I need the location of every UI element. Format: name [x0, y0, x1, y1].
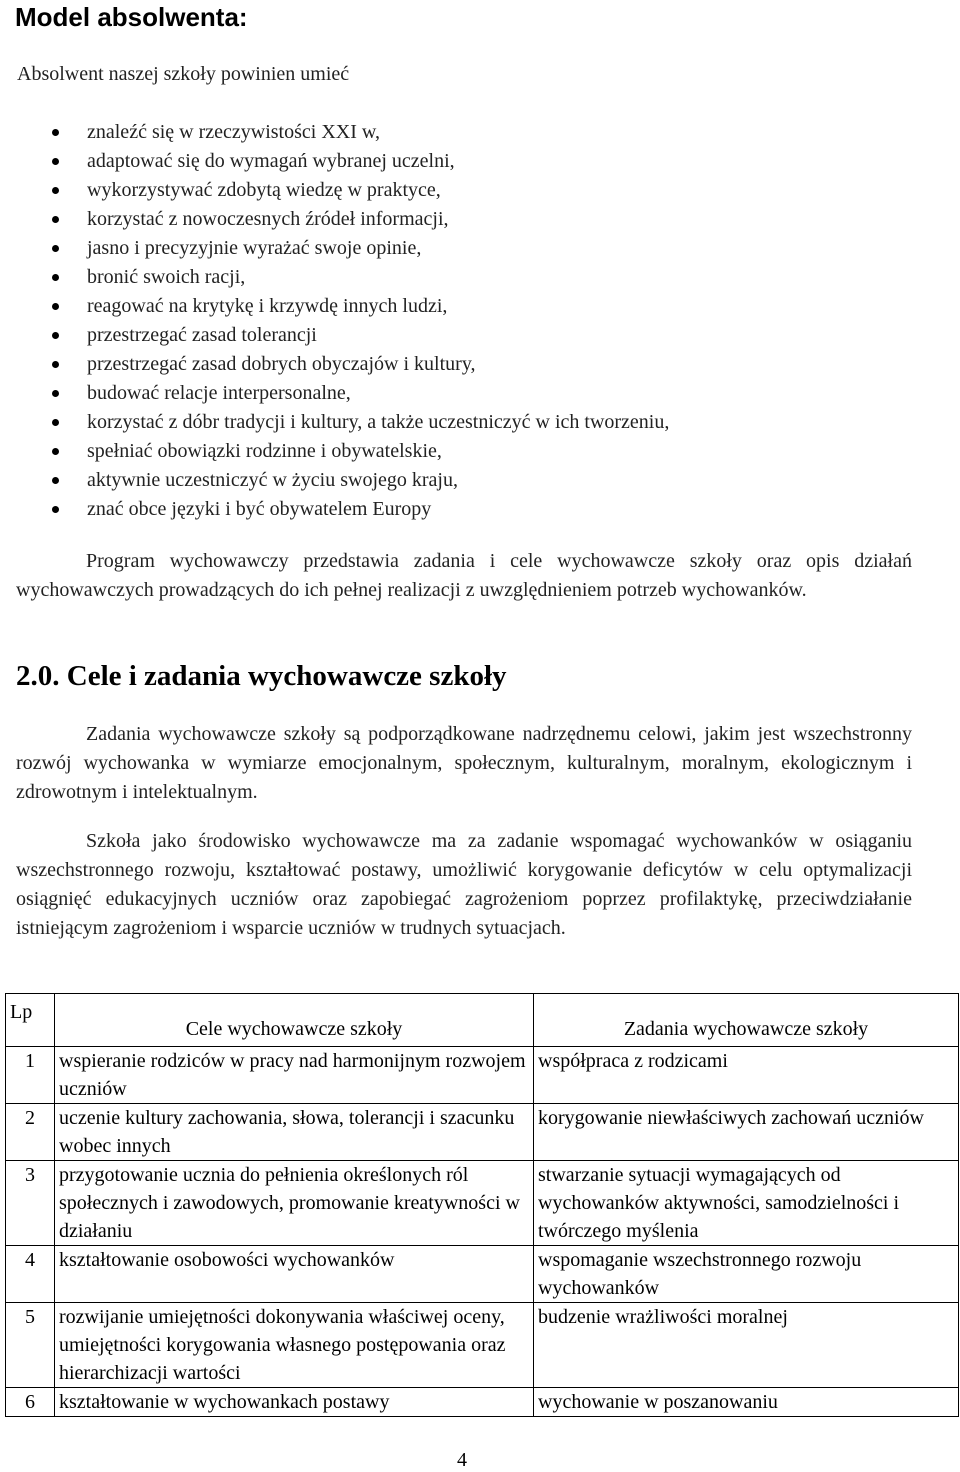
cell-lp: 1: [6, 1047, 55, 1104]
header-lp: Lp: [6, 994, 55, 1047]
bullet-icon: [52, 390, 59, 397]
list-item: znać obce języki i być obywatelem Europy: [0, 495, 669, 524]
bullet-icon: [52, 448, 59, 455]
bullet-icon: [52, 216, 59, 223]
skills-list: [0, 118, 669, 524]
list-item: jasno i precyzyjnie wyrażać swoje opinie,: [0, 234, 669, 263]
cell-lp: 3: [6, 1161, 55, 1246]
table-row: [6, 1303, 959, 1388]
cell-zadanie: budzenie wrażliwości moralnej: [534, 1303, 959, 1388]
bullet-icon: [52, 158, 59, 165]
cell-lp: 2: [6, 1104, 55, 1161]
table-row: [6, 1161, 959, 1246]
list-item: adaptować się do wymagań wybranej uczelni,: [0, 147, 669, 176]
bullet-icon: [52, 506, 59, 513]
cell-lp: 5: [6, 1303, 55, 1388]
list-item: aktywnie uczestniczyć w życiu swojego kraju,: [0, 466, 669, 495]
list-item: budować relacje interpersonalne,: [0, 379, 669, 408]
bullet-icon: [52, 274, 59, 281]
table-header-row: [6, 994, 959, 1047]
cell-zadanie: wychowanie w poszanowaniu: [534, 1388, 959, 1417]
intro-text: Absolwent naszej szkoły powinien umieć: [17, 63, 350, 85]
cell-cel: kształtowanie osobowości wychowanków: [55, 1246, 534, 1303]
bullet-icon: [52, 332, 59, 339]
program-paragraph: Program wychowawczy przedstawia zadania i cele wychowawcze szkoły oraz opis działań wychowawczych prowadzących do ich pełnej realizacji z uwzględnieniem potrzeb wychowanków.: [16, 550, 912, 601]
page-number: 4: [457, 1449, 467, 1471]
table-row: [6, 1104, 959, 1161]
list-item: korzystać z dóbr tradycji i kultury, a także uczestniczyć w ich tworzeniu,: [0, 408, 669, 437]
list-item: wykorzystywać zdobytą wiedzę w praktyce,: [0, 176, 669, 205]
table-row: [6, 1047, 959, 1104]
list-item: znaleźć się w rzeczywistości XXI w,: [0, 118, 669, 147]
cell-zadanie: współpraca z rodzicami: [534, 1047, 959, 1104]
cell-cel: uczenie kultury zachowania, słowa, tolerancji i szacunku wobec innych: [55, 1104, 534, 1161]
bullet-icon: [52, 361, 59, 368]
list-item: przestrzegać zasad tolerancji: [0, 321, 669, 350]
list-item: reagować na krytykę i krzywdę innych ludzi,: [0, 292, 669, 321]
header-cele: Cele wychowawcze szkoły: [55, 994, 534, 1047]
cell-zadanie: korygowanie niewłaściwych zachowań uczniów: [534, 1104, 959, 1161]
section-heading: 2.0. Cele i zadania wychowawcze szkoły: [16, 660, 507, 692]
table-row: [6, 1388, 959, 1417]
list-item: spełniać obowiązki rodzinne i obywatelskie,: [0, 437, 669, 466]
list-item: przestrzegać zasad dobrych obyczajów i kultury,: [0, 350, 669, 379]
bullet-icon: [52, 129, 59, 136]
bullet-icon: [52, 187, 59, 194]
cell-cel: kształtowanie w wychowankach postawy: [55, 1388, 534, 1417]
bullet-icon: [52, 303, 59, 310]
goals-table: [5, 993, 959, 1417]
list-item: korzystać z nowoczesnych źródeł informacji,: [0, 205, 669, 234]
list-item: bronić swoich racji,: [0, 263, 669, 292]
bullet-icon: [52, 419, 59, 426]
tasks-paragraph: Zadania wychowawcze szkoły są podporządkowane nadrzędnemu celowi, jakim jest wszechstronny rozwój wychowanka w wymiarze emocjonalnym, społecznym, kulturalnym, moralnym, ekologicznym i zdrowotnym i intelektualnym.: [16, 723, 912, 803]
school-paragraph: Szkoła jako środowisko wychowawcze ma za zadanie wspomagać wychowanków w osiąganiu wszechstronnego rozwoju, kształtować postawy, umożliwić korygowanie deficytów w celu optymalizacji osiągnięć edukacyjnych uczniów oraz zapobiegać zagrożeniom poprzez profilaktykę, przeciwdziałanie istniejącym zagrożeniom i wsparcie uczniów w trudnych sytuacjach.: [16, 830, 912, 939]
page-heading: Model absolwenta:: [15, 2, 248, 32]
cell-cel: przygotowanie ucznia do pełnienia określonych ról społecznych i zawodowych, promowanie kreatywności w działaniu: [55, 1161, 534, 1246]
bullet-icon: [52, 477, 59, 484]
cell-lp: 4: [6, 1246, 55, 1303]
cell-cel: wspieranie rodziców w pracy nad harmonijnym rozwojem uczniów: [55, 1047, 534, 1104]
table-row: [6, 1246, 959, 1303]
bullet-icon: [52, 245, 59, 252]
cell-zadanie: wspomaganie wszechstronnego rozwoju wychowanków: [534, 1246, 959, 1303]
cell-cel: rozwijanie umiejętności dokonywania właściwej oceny, umiejętności korygowania własnego postępowania oraz hierarchizacji wartości: [55, 1303, 534, 1388]
header-zadania: Zadania wychowawcze szkoły: [534, 994, 959, 1047]
cell-lp: 6: [6, 1388, 55, 1417]
cell-zadanie: stwarzanie sytuacji wymagających od wychowanków aktywności, samodzielności i twórczego myślenia: [534, 1161, 959, 1246]
